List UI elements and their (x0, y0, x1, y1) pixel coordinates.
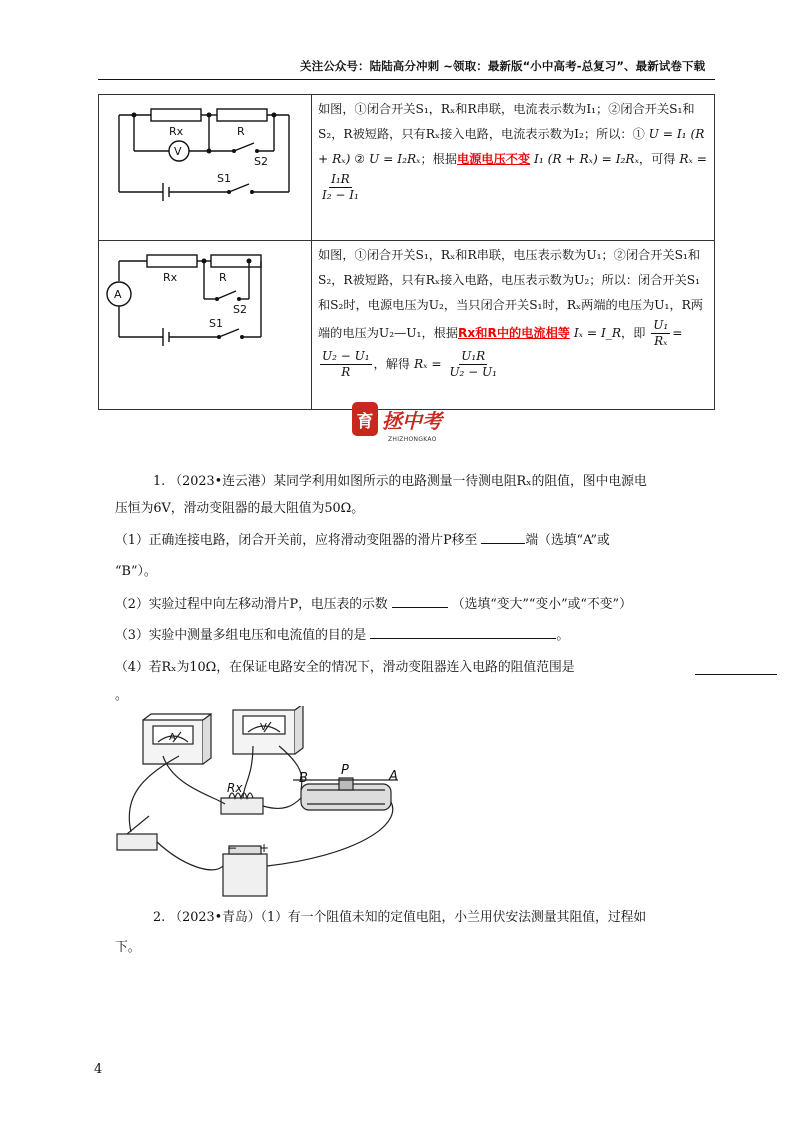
row1-eq3: I₁ (R + Rₓ) = I₂Rₓ (534, 152, 639, 166)
q1-part4-answer-blank[interactable] (695, 661, 777, 675)
apparatus-label-voltmeter: V (260, 722, 267, 733)
label-s1: S1 (209, 317, 223, 330)
logo-icon: 育 (356, 412, 374, 432)
label-r: R (237, 125, 245, 138)
logo-subtitle: ZHIZHONGKAO (388, 436, 437, 443)
q1-part1-answer-blank[interactable] (481, 530, 525, 544)
solution-text-1 (312, 95, 715, 241)
fraction-denominator: I₂ − I₁ (322, 188, 359, 202)
q2-stem-line2: 下。 (115, 940, 141, 955)
q1-part1-text: （1）正确连接电路，闭合开关前，应将滑动变阻器的滑片P移至 (115, 533, 478, 548)
q2-stem-line1: 2. （2023•青岛）（1）有一个阻值未知的定值电阻，小兰用伏安法测量其阻值，过程如 (153, 910, 647, 925)
q1-part3 (115, 625, 715, 646)
q1-stem-line2: 压恒为6V，滑动变阻器的最大阻值为50Ω。 (115, 501, 365, 516)
row2-highlight: Rx和R中的电流相等 (458, 326, 570, 340)
fraction-denominator: U₂ − U₁ (449, 365, 497, 379)
apparatus-label-plus: + (259, 841, 270, 855)
q1-part2-answer-blank[interactable] (392, 594, 448, 608)
row2-line3: ，解得 (373, 357, 411, 371)
label-s2: S2 (233, 303, 247, 316)
row1-result-fraction (320, 172, 361, 203)
solution-table (98, 94, 715, 410)
label-meter: V (174, 145, 182, 158)
apparatus-label-a: A (389, 769, 398, 784)
apparatus-label-ammeter: A (169, 732, 176, 743)
fraction-numerator: U₁R (461, 349, 486, 363)
q1-part2-text-b: （选填“变大”“变小”或“不变”） (451, 597, 632, 612)
circuit-diagram-cell (99, 95, 312, 241)
row1-line2: ；根据 (420, 152, 458, 166)
q1-part3-answer-blank[interactable] (370, 625, 556, 639)
q1-part1-continued: “B”）。 (115, 564, 157, 579)
header-rule (98, 79, 715, 80)
q1-part4 (115, 658, 695, 678)
solution-text-2: 如图，①闭合开关S₁，Rₓ和R串联，电压表示数为U₁；②闭合开关S₁和S₂，R被短路，只有Rₓ接入电路，电压表示数为U₂；所以：闭合开关S₁和S₂时，电源电压为U₂，当只闭合开关S₁时，Rₓ两端的电压为U₁，R两端的电压为U₂—U₁，根据Rx和R中的电流相等 Iₓ = I_R，即 $\frac{\text{U₁}}{\text{Rₓ}}$ = $\frac{\text{U₂ − U₁}}{R}$ ，解得 Rₓ = $\frac{\text{U₁R}}{\text{U₂ − U₁}}$ (312, 241, 715, 410)
q1-part4-end: 。 (115, 688, 128, 703)
apparatus-label-b: B (299, 771, 308, 786)
page-number: 4 (94, 1062, 103, 1077)
row1-eq1-marker: ② (354, 152, 366, 166)
fraction-denominator: Rₓ (654, 334, 668, 348)
row1-highlight: 电源电压不变 (457, 152, 531, 166)
row1-eq2: U = I₂Rₓ (369, 152, 421, 166)
experiment-apparatus-figure (103, 706, 433, 906)
q1-part3-text: （3）实验中测量多组电压和电流值的目的是 (115, 628, 367, 643)
row2-line1: 如图，①闭合开关S₁，Rₓ和R串联，电压表示数为U₁；②闭合开关S₁和S₂，R被短路，只有Rₓ接入电路，电压表示数为U₂；所以：闭合开关S₁和S₂时，电源电压为U₂，当只闭合开关S₁时，Rₓ两端的电压为U₁，R两端的电压为U₂—U₁，根据 (318, 248, 703, 340)
table-row (99, 95, 715, 241)
q1-part4-text: （4）若Rₓ为10Ω，在保证电路安全的情况下，滑动变阻器连入电路的阻值范围是 (115, 660, 575, 675)
page-header: 关注公众号：陆陆高分冲刺 ~领取：最新版“小中高考-总复习”、最新试卷下载 (300, 59, 706, 73)
q1-part1 (115, 530, 715, 551)
fraction-numerator: U₂ − U₁ (322, 349, 370, 363)
label-rx: Rx (169, 125, 184, 138)
q1-stem-line1: 1. （2023•连云港）某同学利用如图所示的电路测量一待测电阻Rₓ的阻值，图中电源电 (153, 474, 647, 489)
fraction-numerator: I₁R (331, 172, 350, 186)
circuit-diagram-voltmeter (99, 241, 311, 405)
fraction-numerator: U₁ (653, 318, 669, 332)
row1-line1: 如图，①闭合开关S₁，Rₓ和R串联，电流表示数为I₁；②闭合开关S₁和S₂，R被短路，只有Rₓ接入电路，电流表示数为I₂；所以：① (318, 102, 695, 141)
label-s1: S1 (217, 172, 231, 185)
fraction-denominator: R (341, 365, 351, 379)
apparatus-label-minus: − (227, 841, 238, 855)
row2-result-fraction (447, 349, 499, 380)
row1-result-lhs: Rₓ = (679, 152, 707, 166)
row2-eq1: Iₓ = I_R (573, 326, 622, 340)
row2-result-lhs: Rₓ = (413, 357, 442, 371)
label-r: R (219, 271, 227, 284)
label-rx: Rx (163, 271, 178, 284)
table-row (99, 241, 715, 410)
q1-part1-text-b: 端（选填“A”或 (525, 533, 610, 548)
row2-fraction-2 (320, 349, 372, 380)
q1-part2 (115, 594, 715, 615)
row1-eq1: U = I₁ (R + Rₓ) (318, 127, 705, 166)
q1-part2-text: （2）实验过程中向左移动滑片P，电压表的示数 (115, 597, 388, 612)
label-meter: A (114, 288, 122, 301)
logo-brand-text: 拯中考 (382, 409, 442, 433)
circuit-diagram-ammeter (99, 95, 311, 236)
apparatus-label-rx: Rx (227, 781, 243, 795)
q1-part3-text-b: 。 (556, 628, 570, 643)
apparatus-label-p: P (341, 763, 349, 778)
circuit-diagram-cell (99, 241, 312, 410)
row2-line2: ，即 (621, 326, 646, 340)
row1-line3: ，可得 (638, 152, 676, 166)
row2-fraction-1 (651, 318, 670, 349)
label-s2: S2 (254, 155, 268, 168)
